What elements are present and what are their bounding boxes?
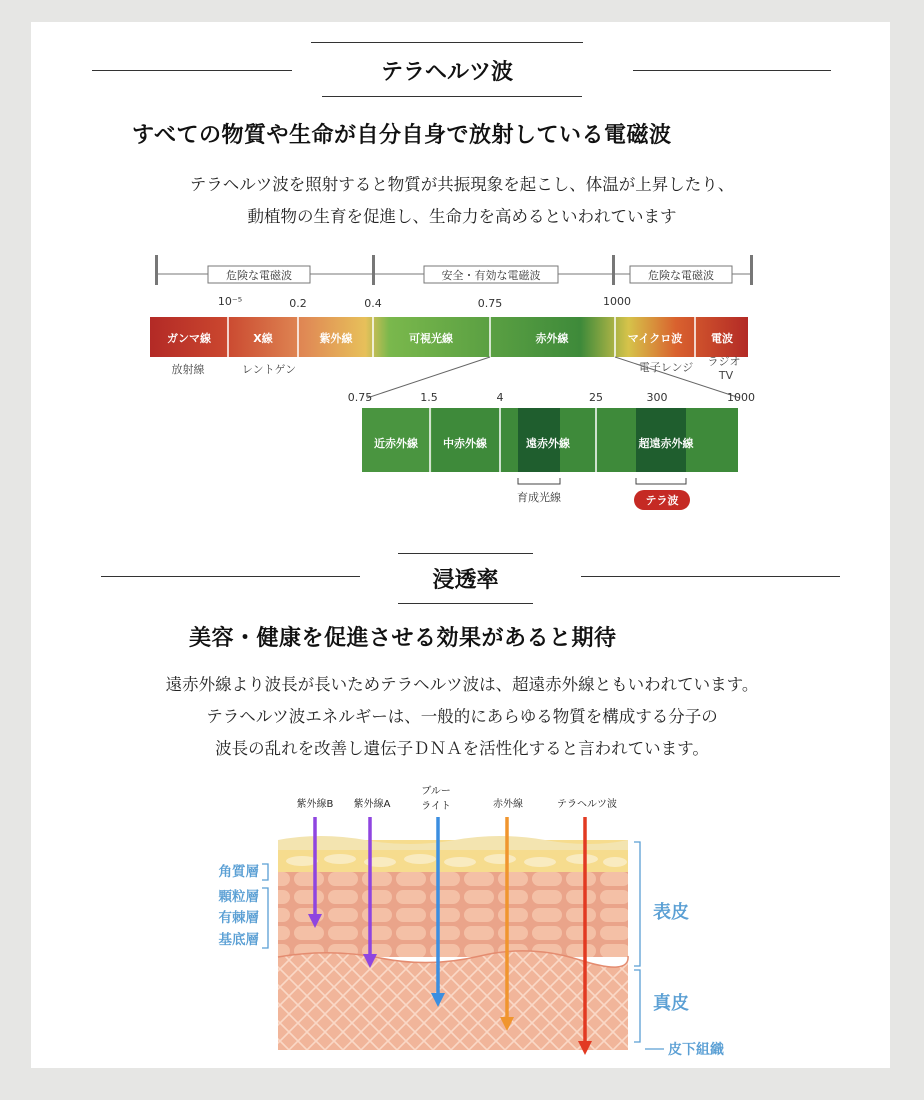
headline-penetration: 美容・健康を促進させる効果があると期待	[189, 625, 617, 651]
note-xray: レントゲン	[241, 363, 297, 376]
band-gamma: ガンマ線	[167, 332, 211, 345]
body-line: テラヘルツ波エネルギーは、一般的にあらゆる物質を構成する分子の	[206, 707, 718, 726]
layer-basal: 基底層	[218, 932, 259, 948]
title-rule-left	[101, 576, 360, 577]
title-rule-right	[581, 576, 840, 577]
title-rule-bottom	[398, 603, 533, 604]
layer-granular: 顆粒層	[218, 889, 259, 905]
ir-mid: 中赤外線	[443, 437, 487, 450]
note-radiation: 放射線	[171, 363, 205, 376]
band-visible: 可視光線	[409, 332, 453, 345]
note-radio: ラジオ	[707, 355, 741, 368]
body-line: 動植物の生育を促進し、生命力を高めるといわれています	[247, 207, 677, 226]
scale-label: 0.2	[289, 297, 307, 310]
body-line: 波長の乱れを改善し遺伝子ＤＮＡを活性化すると言われています。	[215, 739, 709, 758]
ray-label-uvb: 紫外線B	[296, 799, 334, 810]
skin-block	[278, 836, 628, 1050]
band-radio: 電波	[711, 332, 733, 345]
section-title-penetration: 浸透率	[432, 567, 499, 593]
layer-subcutaneous: 皮下組織	[668, 1042, 724, 1058]
scale-label: 1000	[603, 295, 631, 308]
ir-far: 遠赤外線	[526, 437, 570, 450]
ir-scale-label: 4	[496, 391, 504, 404]
ir-scale-label: 300	[646, 391, 668, 404]
ir-scale-label: 1.5	[420, 391, 438, 404]
note-tv: TV	[718, 369, 734, 382]
scale-label: 0.75	[477, 297, 503, 310]
zone-label-safe: 安全・有効な電磁波	[441, 269, 541, 282]
zone-label-danger-right: 危険な電磁波	[648, 269, 714, 282]
body-terahertz	[62, 169, 862, 233]
title-rule-bottom	[322, 96, 582, 97]
body-penetration	[62, 669, 862, 765]
scale-label: 10⁻⁵	[217, 295, 243, 308]
ray-label-blue-2: ライト	[421, 801, 451, 812]
ray-label-thz: テラヘルツ波	[557, 799, 617, 810]
ray-label-uva: 紫外線A	[353, 799, 391, 810]
section-title-terahertz: テラヘルツ波	[380, 59, 513, 85]
title-rule-right	[633, 70, 831, 71]
spectrum-diagram	[140, 250, 765, 515]
title-rule-left	[92, 70, 292, 71]
zone-rail	[155, 255, 753, 285]
note-tera: テラ波	[645, 494, 679, 507]
layer-epidermis: 表皮	[653, 902, 689, 923]
scale-label: 0.4	[364, 297, 382, 310]
body-line: テラヘルツ波を照射すると物質が共振現象を起こし、体温が上昇したり、	[189, 175, 735, 194]
band-microwave: マイクロ波	[627, 332, 683, 345]
headline-terahertz: すべての物質や生命が自分自身で放射している電磁波	[132, 122, 672, 148]
layer-spinous: 有棘層	[218, 910, 259, 926]
band-infrared: 赤外線	[535, 332, 569, 345]
band-uv: 紫外線	[319, 332, 353, 345]
note-growth-light: 育成光線	[517, 491, 561, 504]
note-microwave-oven: 電子レンジ	[638, 361, 694, 374]
body-line: 遠赤外線より波長が長いためテラヘルツ波は、超遠赤外線ともいわれています。	[165, 675, 759, 694]
title-rule-top	[398, 553, 533, 554]
skin-diagram	[190, 780, 760, 1065]
ir-ultra-far: 超遠赤外線	[638, 437, 694, 450]
title-rule-top	[311, 42, 583, 43]
zone-label-danger-left: 危険な電磁波	[226, 269, 292, 282]
band-xray: X線	[253, 332, 273, 345]
ir-scale-label: 25	[589, 391, 603, 404]
layer-dermis: 真皮	[653, 993, 689, 1014]
ir-scale-label: 0.75	[347, 391, 373, 404]
ray-label-blue-1: ブルー	[421, 786, 451, 797]
ray-label-ir: 赤外線	[493, 799, 523, 810]
layer-stratum-corneum: 角質層	[218, 864, 259, 880]
ir-near: 近赤外線	[374, 437, 418, 450]
ir-scale-label: 1000	[727, 391, 755, 404]
